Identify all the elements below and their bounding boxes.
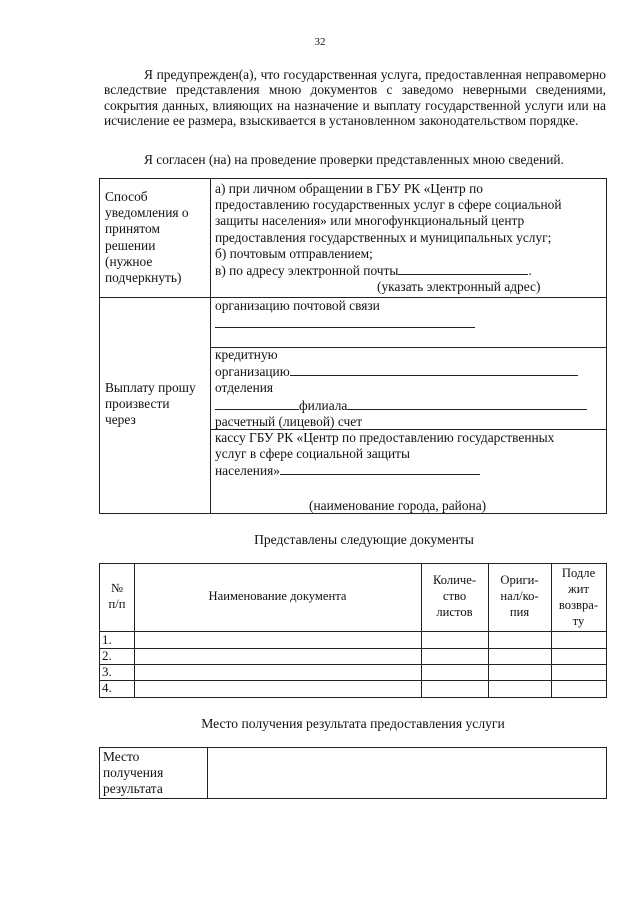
notify-options [215, 181, 605, 295]
notify-option-c[interactable]: в) по адресу электронной почты . [215, 263, 532, 279]
city-hint: (наименование города, района) [309, 497, 487, 513]
result-place-field[interactable] [209, 749, 604, 796]
header-text: № [110, 581, 124, 595]
notify-option-a-line3[interactable]: защиты населения» или многофункциональный центр [215, 213, 525, 229]
notify-label-line: (нужное [105, 253, 153, 269]
table-row-number: 3. [102, 664, 112, 679]
documents-title: Представлены следующие документы [254, 532, 474, 547]
credit-label-1: кредитную [215, 347, 278, 362]
notify-label-line: решении [105, 237, 156, 253]
notify-option-a-line2[interactable]: предоставлению государственных услуг в сфере социальной [215, 197, 562, 213]
result-label-line: Место [103, 749, 140, 764]
payment-label-line: произвести [105, 396, 170, 412]
consent-paragraph [104, 152, 606, 167]
credit-org-field[interactable] [290, 363, 578, 376]
result-label-line: получения [103, 765, 164, 781]
header-text: Ориги- [500, 573, 539, 587]
warning-paragraph-rest: неправомерно вследствие представления мною документов с заведомо неверными сведениями, сокрытия данных, влияющих на назначение и выплату государственной услуги или на исчисление ее размера, взыскивается в установленном законодательством порядке. [104, 67, 606, 129]
branch-number-field[interactable] [215, 397, 299, 410]
col-header-original-copy [488, 572, 551, 620]
header-text: Подле [561, 566, 596, 580]
col-header-sheet-count [421, 572, 488, 620]
table-row-number: 1. [102, 632, 112, 647]
email-field[interactable] [398, 262, 528, 275]
header-text: возвра- [558, 598, 599, 612]
notify-method-label [105, 189, 209, 286]
header-text: п/п [108, 597, 126, 611]
filial-label: филиала [299, 397, 348, 413]
header-text: листов [436, 605, 473, 619]
table-row-number: 2. [102, 648, 112, 663]
warning-paragraph-first-line: Я предупрежден(а), что государственная услуга, предоставленная [144, 67, 522, 82]
header-text: ство [442, 589, 467, 603]
payment-label-line: Выплату прошу [105, 380, 196, 395]
header-text: нал/ко- [500, 589, 539, 603]
payment-option-post[interactable] [215, 298, 605, 328]
header-text: Количе- [432, 573, 477, 587]
city-field[interactable] [280, 462, 480, 475]
account-label: расчетный (лицевой) счет [215, 413, 363, 429]
post-office-field[interactable] [215, 314, 475, 328]
cash-label-1: кассу ГБУ РК «Центр по предоставлению государственных [215, 430, 555, 445]
filial-field[interactable] [347, 397, 587, 410]
notify-label-line: уведомления о [105, 205, 189, 221]
page-number: 32 [314, 36, 326, 48]
payment-method-label [105, 380, 209, 429]
warning-paragraph [104, 67, 606, 129]
result-label-line: результата [103, 781, 163, 797]
header-text: пия [509, 605, 530, 619]
credit-label-2: организацию [215, 364, 290, 380]
payment-option-credit[interactable] [215, 347, 605, 430]
post-label: организацию почтовой связи [215, 298, 380, 313]
consent-paragraph-text: Я согласен (на) на проведение проверки представленных мною сведений. [144, 152, 564, 167]
notify-option-b[interactable]: б) почтовым отправлением; [215, 245, 373, 261]
cash-label-3: населения» [215, 463, 280, 479]
notify-option-a-line1[interactable]: а) при личном обращении в ГБУ РК «Центр по [215, 181, 483, 196]
col-header-number [99, 580, 135, 612]
email-hint: (указать электронный адрес) [377, 279, 541, 295]
payment-option-cash[interactable] [215, 430, 605, 514]
notify-label-line: подчеркнуть) [105, 270, 182, 286]
result-place-label [103, 749, 203, 798]
notify-option-a-line4[interactable]: предоставления государственных и муниципальных услуг; [215, 229, 552, 245]
payment-label-line: через [105, 412, 136, 428]
notify-label-line: Способ [105, 189, 148, 204]
col-header-to-return [551, 565, 606, 629]
cash-label-2: услуг в сфере социальной защиты [215, 446, 410, 462]
table-row-number: 4. [102, 680, 112, 695]
branch-label: отделения [215, 380, 274, 396]
col-header-doc-name: Наименование документа [208, 589, 347, 603]
header-text: жит [568, 582, 589, 596]
result-place-title: Место получения результата предоставления услуги [201, 716, 505, 731]
notify-label-line: принятом [105, 221, 160, 237]
header-text: ту [572, 614, 585, 628]
